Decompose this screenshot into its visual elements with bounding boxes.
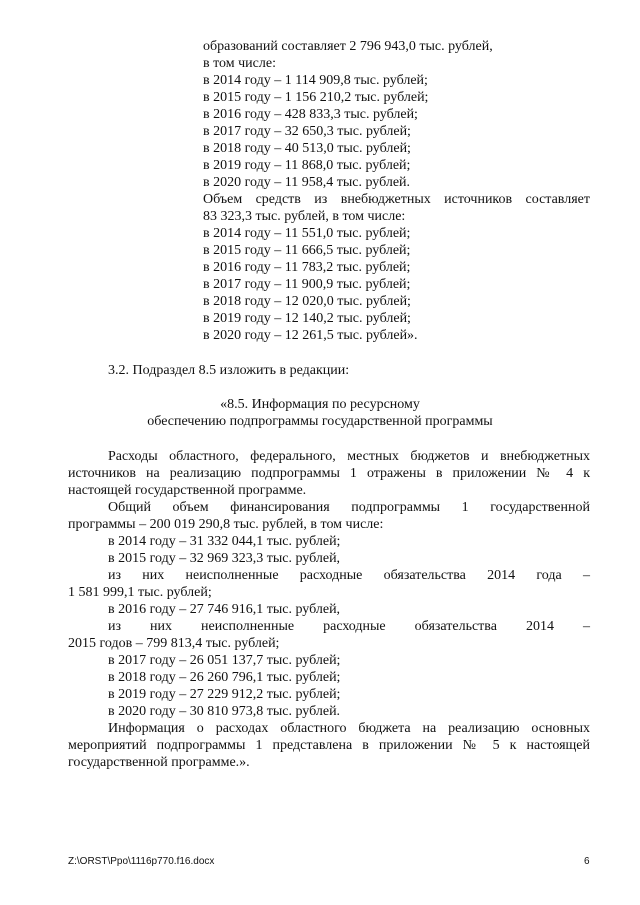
- year-line: в 2018 году – 12 020,0 тыс. рублей;: [203, 294, 411, 309]
- year-line: в 2020 году – 12 261,5 тыс. рублей».: [203, 328, 418, 343]
- year-line: в 2019 году – 27 229 912,2 тыс. рублей;: [108, 687, 341, 702]
- year-line: в 2020 году – 11 958,4 тыс. рублей.: [203, 175, 411, 190]
- year-line: в 2017 году – 32 650,3 тыс. рублей;: [203, 124, 411, 139]
- paragraph-3-line-3: государственной программе.».: [68, 755, 250, 770]
- year-line: в 2018 году – 26 260 796,1 тыс. рублей;: [108, 670, 341, 685]
- extrabudget-line-2: 83 323,3 тыс. рублей, в том числе:: [203, 209, 406, 224]
- section-intro: 3.2. Подраздел 8.5 изложить в редакции:: [108, 363, 350, 378]
- year-line: в 2015 году – 1 156 210,2 тыс. рублей;: [203, 90, 429, 105]
- year-line: в 2016 году – 428 833,3 тыс. рублей;: [203, 107, 418, 122]
- unfulfilled-line-2: 2015 годов – 799 813,4 тыс. рублей;: [68, 636, 280, 651]
- year-line: в 2020 году – 30 810 973,8 тыс. рублей.: [108, 704, 341, 719]
- year-line: в 2015 году – 11 666,5 тыс. рублей;: [203, 243, 411, 258]
- year-line: в 2017 году – 11 900,9 тыс. рублей;: [203, 277, 411, 292]
- year-line: в 2019 году – 12 140,2 тыс. рублей;: [203, 311, 411, 326]
- year-line: в 2014 году – 1 114 909,8 тыс. рублей;: [203, 73, 428, 88]
- extrabudget-line-1: Объем средств из внебюджетных источников составляет: [203, 192, 590, 207]
- paragraph-3-line-1: Информация о расходах областного бюджета на реализацию основных: [108, 721, 590, 736]
- footer-file-path: Z:\ORST\Ppo\1116p770.f16.docx: [68, 856, 215, 867]
- unfulfilled-line-1: из них неисполненные расходные обязательства 2014 года –: [108, 568, 590, 583]
- top-line-2: в том числе:: [203, 56, 276, 71]
- paragraph-2-line-2: программы – 200 019 290,8 тыс. рублей, в том числе:: [68, 517, 384, 532]
- year-line: в 2016 году – 27 746 916,1 тыс. рублей,: [108, 602, 341, 617]
- page-number: 6: [584, 856, 590, 867]
- year-line: в 2019 году – 11 868,0 тыс. рублей;: [203, 158, 411, 173]
- paragraph-2-line-1: Общий объем финансирования подпрограммы 1 государственной: [108, 500, 590, 515]
- top-line-1: образований составляет 2 796 943,0 тыс. рублей,: [203, 39, 493, 54]
- paragraph-3-line-2: мероприятий подпрограммы 1 представлена в приложении № 5 к настоящей: [68, 738, 590, 753]
- unfulfilled-line-2: 1 581 999,1 тыс. рублей;: [68, 585, 212, 600]
- year-line: в 2014 году – 31 332 044,1 тыс. рублей;: [108, 534, 341, 549]
- paragraph-1-line-3: настоящей государственной программе.: [68, 483, 307, 498]
- unfulfilled-line-1: из них неисполненные расходные обязательства 2014 –: [108, 619, 590, 634]
- year-line: в 2014 году – 11 551,0 тыс. рублей;: [203, 226, 411, 241]
- section-heading-line-2: обеспечению подпрограммы государственной программы: [147, 414, 493, 429]
- year-line: в 2018 году – 40 513,0 тыс. рублей;: [203, 141, 411, 156]
- year-line: в 2017 году – 26 051 137,7 тыс. рублей;: [108, 653, 341, 668]
- paragraph-1-line-2: источников на реализацию подпрограммы 1 отражены в приложении № 4 к: [68, 466, 590, 481]
- year-line: в 2016 году – 11 783,2 тыс. рублей;: [203, 260, 411, 275]
- paragraph-1-line-1: Расходы областного, федерального, местных бюджетов и внебюджетных: [108, 449, 590, 464]
- section-heading-line-1: «8.5. Информация по ресурсному: [220, 397, 420, 412]
- year-line: в 2015 году – 32 969 323,3 тыс. рублей,: [108, 551, 341, 566]
